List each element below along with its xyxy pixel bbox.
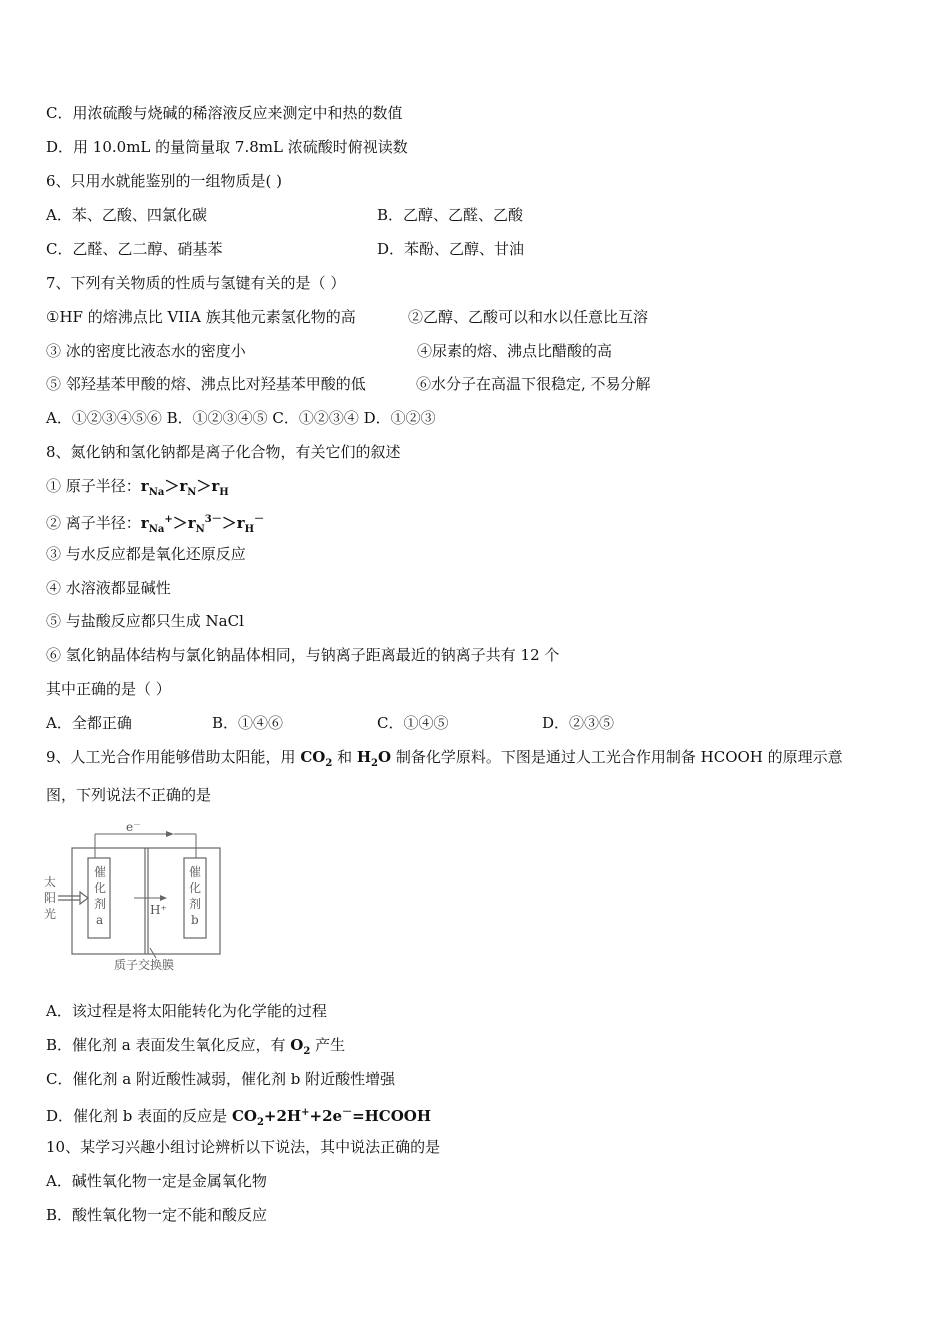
q6-option-c: C．乙醛、乙二醇、硝基苯: [46, 240, 223, 258]
membrane-label: 质子交换膜: [114, 958, 175, 972]
q8-s2-label: ② 离子半径：: [46, 514, 141, 532]
proton-label: H⁺: [150, 903, 167, 917]
q9-option-b: B．催化剂 a 表面发生氧化反应，有 $O_2$ 产生: [46, 1036, 346, 1057]
q8-ask: 其中正确的是（ ）: [46, 680, 171, 698]
q9-option-d: D．催化剂 b 表面的反应是 $CO_2+2H^++2e^-=HCOOH$: [46, 1107, 432, 1128]
q7-stem: 7、下列有关物质的性质与氢键有关的是（ ）: [46, 274, 346, 292]
q10-option-b: B．酸性氧化物一定不能和酸反应: [46, 1206, 268, 1224]
q9-stem-line1: 9、人工光合作用能够借助太阳能，用 $CO_2$ 和 $H_2O$ 制备化学原料。下图是通过人工光合作用制备 HCOOH 的原理示意: [46, 748, 843, 769]
proton-arrow-head: [160, 895, 167, 901]
catalyst-a-char-3: 剂: [94, 897, 107, 911]
q8-s1-label: ① 原子半径：: [46, 477, 141, 495]
catalyst-b-char-4: b: [191, 913, 199, 927]
catalyst-b-char-3: 剂: [189, 897, 202, 911]
q8-option-a: A．全都正确: [46, 714, 132, 732]
q7-statement-3: ③ 冰的密度比液态水的密度小: [46, 342, 246, 360]
q8-s2-formula: $r_{Na}^+>r_N^{3-}>r_H^-$: [140, 514, 265, 535]
q9-option-a: A．该过程是将太阳能转化为化学能的过程: [46, 1002, 327, 1020]
catalyst-a-char-2: 化: [94, 881, 107, 895]
q7-statement-4: ④尿素的熔、沸点比醋酸的高: [417, 342, 613, 360]
co2-formula: $CO_2$: [300, 748, 333, 769]
sunlight-char-2: 阳: [44, 891, 57, 905]
sunlight-char-3: 光: [44, 907, 57, 921]
q8-statement-6: ⑥ 氢化钠晶体结构与氯化钠晶体相同，与钠离子距离最近的钠离子共有 12 个: [46, 646, 560, 664]
photosynthesis-diagram: [44, 820, 230, 972]
catalyst-a-char-1: 催: [94, 865, 107, 879]
q9-option-c: C．催化剂 a 附近酸性减弱，催化剂 b 附近酸性增强: [46, 1070, 396, 1088]
q9-stem-line2: 图，下列说法不正确的是: [46, 786, 212, 804]
q8-option-d: D．②③⑤: [542, 714, 615, 732]
q7-statement-1: ①HF 的熔沸点比 VIIA 族其他元素氢化物的高: [46, 308, 356, 326]
q8-statement-5: ⑤ 与盐酸反应都只生成 NaCl: [46, 612, 244, 630]
q5-option-c: C．用浓硫酸与烧碱的稀溶液反应来测定中和热的数值: [46, 104, 403, 122]
electron-label: e－: [126, 820, 142, 834]
q6-option-a: A．苯、乙酸、四氯化碳: [46, 206, 207, 224]
q8-stem: 8、氮化钠和氢化钠都是离子化合物，有关它们的叙述: [46, 443, 401, 461]
q7-statement-2: ②乙醇、乙酸可以和水以任意比互溶: [408, 308, 649, 326]
q8-option-b: B．①④⑥: [212, 714, 284, 732]
catalyst-a-char-4: a: [96, 913, 104, 927]
q10-option-a: A．碱性氧化物一定是金属氧化物: [46, 1172, 267, 1190]
q8-statement-4: ④ 水溶液都显碱性: [46, 579, 171, 597]
q6-option-b: B．乙醇、乙醛、乙酸: [377, 206, 524, 224]
sunlight-arrow-head: [80, 892, 88, 904]
hcooh-equation: $CO_2+2H^++2e^-=HCOOH$: [231, 1107, 432, 1128]
catalyst-b-char-2: 化: [189, 881, 202, 895]
q7-statement-6: ⑥水分子在高温下很稳定, 不易分解: [416, 375, 651, 393]
electron-arrow-head: [166, 831, 174, 837]
q8-option-c: C．①④⑤: [377, 714, 449, 732]
q7-statement-5: ⑤ 邻羟基苯甲酸的熔、沸点比对羟基苯甲酸的低: [46, 375, 366, 393]
catalyst-b-char-1: 催: [189, 865, 202, 879]
q5-option-d: D．用 10.0mL 的量筒量取 7.8mL 浓硫酸时俯视读数: [46, 138, 408, 156]
q10-stem: 10、某学习兴趣小组讨论辨析以下说法，其中说法正确的是: [46, 1138, 441, 1156]
q8-statement-3: ③ 与水反应都是氧化还原反应: [46, 545, 246, 563]
q8-statement-1: [46, 476, 229, 503]
sunlight-char-1: 太: [44, 875, 57, 889]
q6-option-d: D．苯酚、乙醇、甘油: [377, 240, 525, 258]
h2o-formula: $H_2O$: [356, 748, 392, 769]
q6-stem: 6、只用水就能鉴别的一组物质是( ): [46, 172, 283, 190]
q8-s1-formula: $r_{Na}>r_N>r_H$: [140, 477, 229, 498]
membrane-pointer: [150, 948, 156, 958]
o2-formula: $O_2$: [290, 1036, 311, 1057]
q7-options: A．①②③④⑤⑥ B．①②③④⑤ C．①②③④ D．①②③: [46, 409, 436, 427]
q8-statement-2: [46, 510, 264, 540]
